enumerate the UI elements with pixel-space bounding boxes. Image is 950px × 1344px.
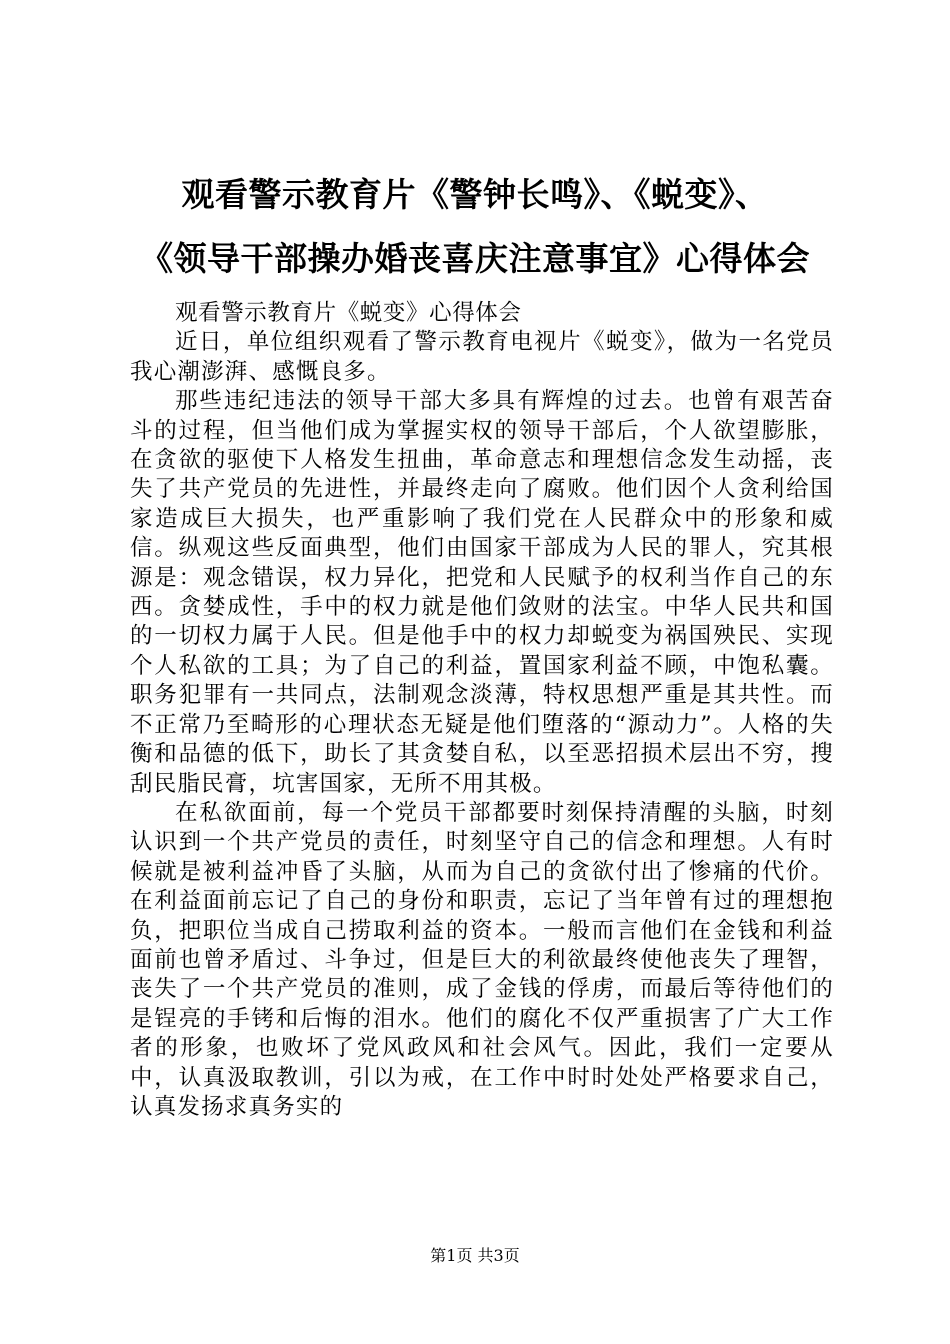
document-subtitle: 观看警示教育片《蜕变》心得体会 [175,300,522,326]
document-body [130,299,834,1122]
title-line-1: 观看警示教育片《警钟长鸣》、《蜕变》、 [181,175,769,214]
page-number-footer: 第1页 共3页 [430,1246,520,1265]
paragraph-2: 那些违纪违法的领导干部大多具有辉煌的过去。也曾有艰苦奋斗的过程，但当他们成为掌握实权的领导干部后，个人欲望膨胀，在贪欲的驱使下人格发生扭曲，革命意志和理想信念发生动摇，丧失了共产党员的先进性，并最终走向了腐败。他们因个人贪利给国家造成巨大损失，也严重影响了我们党在人民群众中的形象和威信。纵观这些反面典型，他们由国家干部成为人民的罪人，究其根源是：观念错误，权力异化，把党和人民赋予的权利当作自己的东西。贪婪成性，手中的权力就是他们敛财的法宝。中华人民共和国的一切权力属于人民。但是他手中的权力却蜕变为祸国殃民、实现个人私欲的工具；为了自己的利益，置国家利益不顾，中饱私囊。职务犯罪有一共同点，法制观念淡薄，特权思想严重是其共性。而不正常乃至畸形的心理状态无疑是他们堕落的“源动力”。人格的失衡和品德的低下，助长了其贪婪自私，以至恶招损术层出不穷，搜刮民脂民膏，坑害国家，无所不用其极。 [130,388,834,797]
paragraph-3: 在私欲面前，每一个党员干部都要时刻保持清醒的头脑，时刻认识到一个共产党员的责任，时刻坚守自己的信念和理想。人有时候就是被利益冲昏了头脑，从而为自己的贪欲付出了惨痛的代价。在利益面前忘记了自己的身份和职责，忘记了当年曾有过的理想抱负，把职位当成自己捞取利益的资本。一般而言他们在金钱和利益面前也曾矛盾过、斗争过，但是巨大的利欲最终使他丧失了理智，丧失了一个共产党员的准则，成了金钱的俘虏，而最后等待他们的是锃亮的手铐和后悔的泪水。他们的腐化不仅严重损害了广大工作者的形象，也败坏了党风政风和社会风气。因此，我们一定要从中，认真汲取教训，引以为戒，在工作中时时处处严格要求自己，认真发扬求真务实的 [130,799,834,1120]
paragraph-1: 近日，单位组织观看了警示教育电视片《蜕变》，做为一名党员我心潮澎湃、感慨良多。 [130,329,834,385]
title-line-2: 《领导干部操办婚丧喜庆注意事宜》心得体会 [140,239,810,278]
document-title [110,163,840,291]
